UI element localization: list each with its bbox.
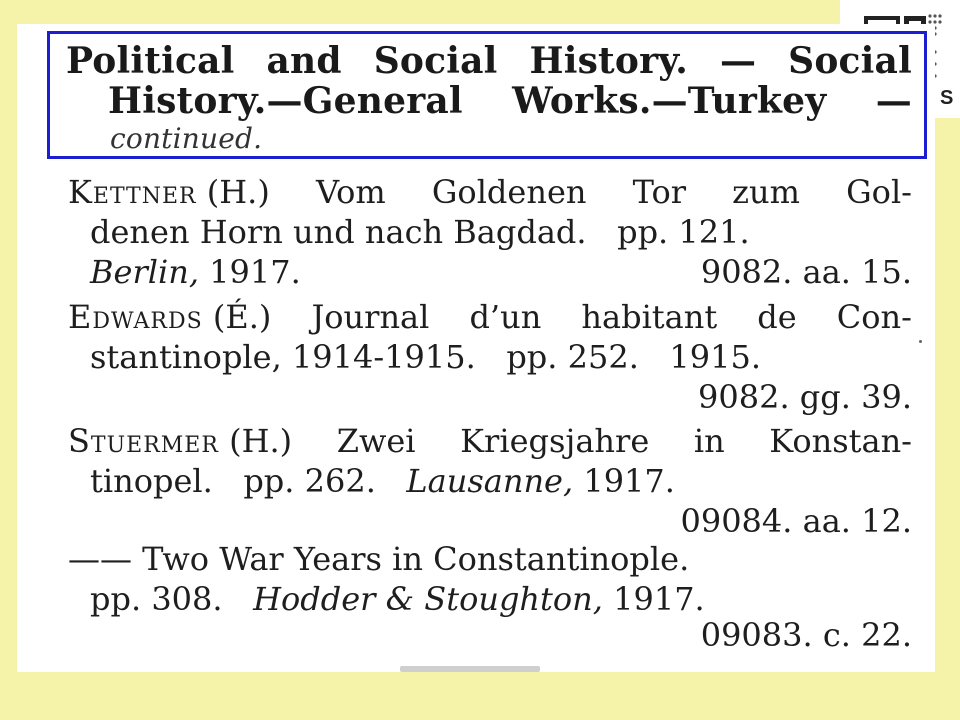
title-word: Zwei [336, 422, 416, 460]
heading-line-1 [66, 40, 912, 82]
title-word: Tor [632, 173, 687, 211]
title-word: Kriegsjahre [460, 422, 650, 460]
title-word: habitant [581, 298, 718, 336]
entry-kettner-line-1 [68, 173, 912, 211]
title-word: Vom [315, 173, 386, 211]
author-name: Stuermer (H.) [68, 422, 293, 460]
heading-word: — [719, 40, 757, 82]
entry-title: Two War Years in Constantinople. [142, 540, 690, 578]
title-word: Goldenen [431, 173, 587, 211]
heading-word: Works.—Turkey [512, 80, 827, 122]
title-word: zum [732, 173, 800, 211]
entry-twowar-line-1 [68, 540, 689, 578]
entry-kettner-line-2: denen Horn und nach Bagdad. pp. 121. [90, 213, 750, 251]
pagination: tinopel. pp. 262. [90, 462, 376, 500]
title-word: Con- [836, 298, 912, 336]
title-word: Gol- [846, 173, 912, 211]
entry-kettner-imprint [90, 253, 301, 291]
heading-word: Social [373, 40, 498, 82]
author-name: Kettner (H.) [68, 173, 270, 211]
shelfmark: 9082. aa. 15. [700, 253, 912, 291]
heading-word: Social [788, 40, 912, 82]
shelfmark: 09084. aa. 12. [680, 502, 912, 540]
scan-speck [919, 340, 922, 343]
heading-word: History. [529, 40, 688, 82]
imprint-year: 1917. [613, 580, 705, 618]
title-word: in [693, 422, 725, 460]
entry-edwards-line-1 [68, 298, 912, 336]
entry-edwards-line-2: stantinople, 1914-1915. pp. 252. 1915. [90, 338, 761, 376]
imprint-place: Berlin, [90, 253, 199, 291]
imprint-year: 1917. [209, 253, 301, 291]
heading-word: and [266, 40, 342, 82]
repeat-author-dash: —— [68, 540, 132, 578]
logo-letter: S [940, 87, 954, 109]
title-word: de [757, 298, 797, 336]
entry-stuermer-line-1 [68, 422, 912, 460]
entry-twowar-line-2 [90, 580, 705, 618]
heading-continued: continued. [110, 122, 263, 155]
author-name: Edwards (É.) [68, 298, 272, 336]
heading-word: History.—General [108, 80, 463, 122]
title-word: Journal [311, 298, 430, 336]
entry-stuermer-line-2 [90, 462, 675, 500]
title-word: d’un [469, 298, 542, 336]
title-word: Konstan- [769, 422, 912, 460]
heading-line-2 [108, 80, 912, 122]
imprint-place: Lausanne, [406, 462, 574, 500]
shelfmark: 09083. c. 22. [700, 616, 912, 654]
heading-word: — [875, 80, 912, 122]
heading-word: Political [66, 40, 235, 82]
cropped-next-line [400, 666, 540, 672]
imprint-place: Hodder & Stoughton, [253, 580, 603, 618]
shelfmark: 9082. gg. 39. [698, 378, 912, 416]
pagination: pp. 308. [90, 580, 223, 618]
imprint-year: 1917. [583, 462, 675, 500]
